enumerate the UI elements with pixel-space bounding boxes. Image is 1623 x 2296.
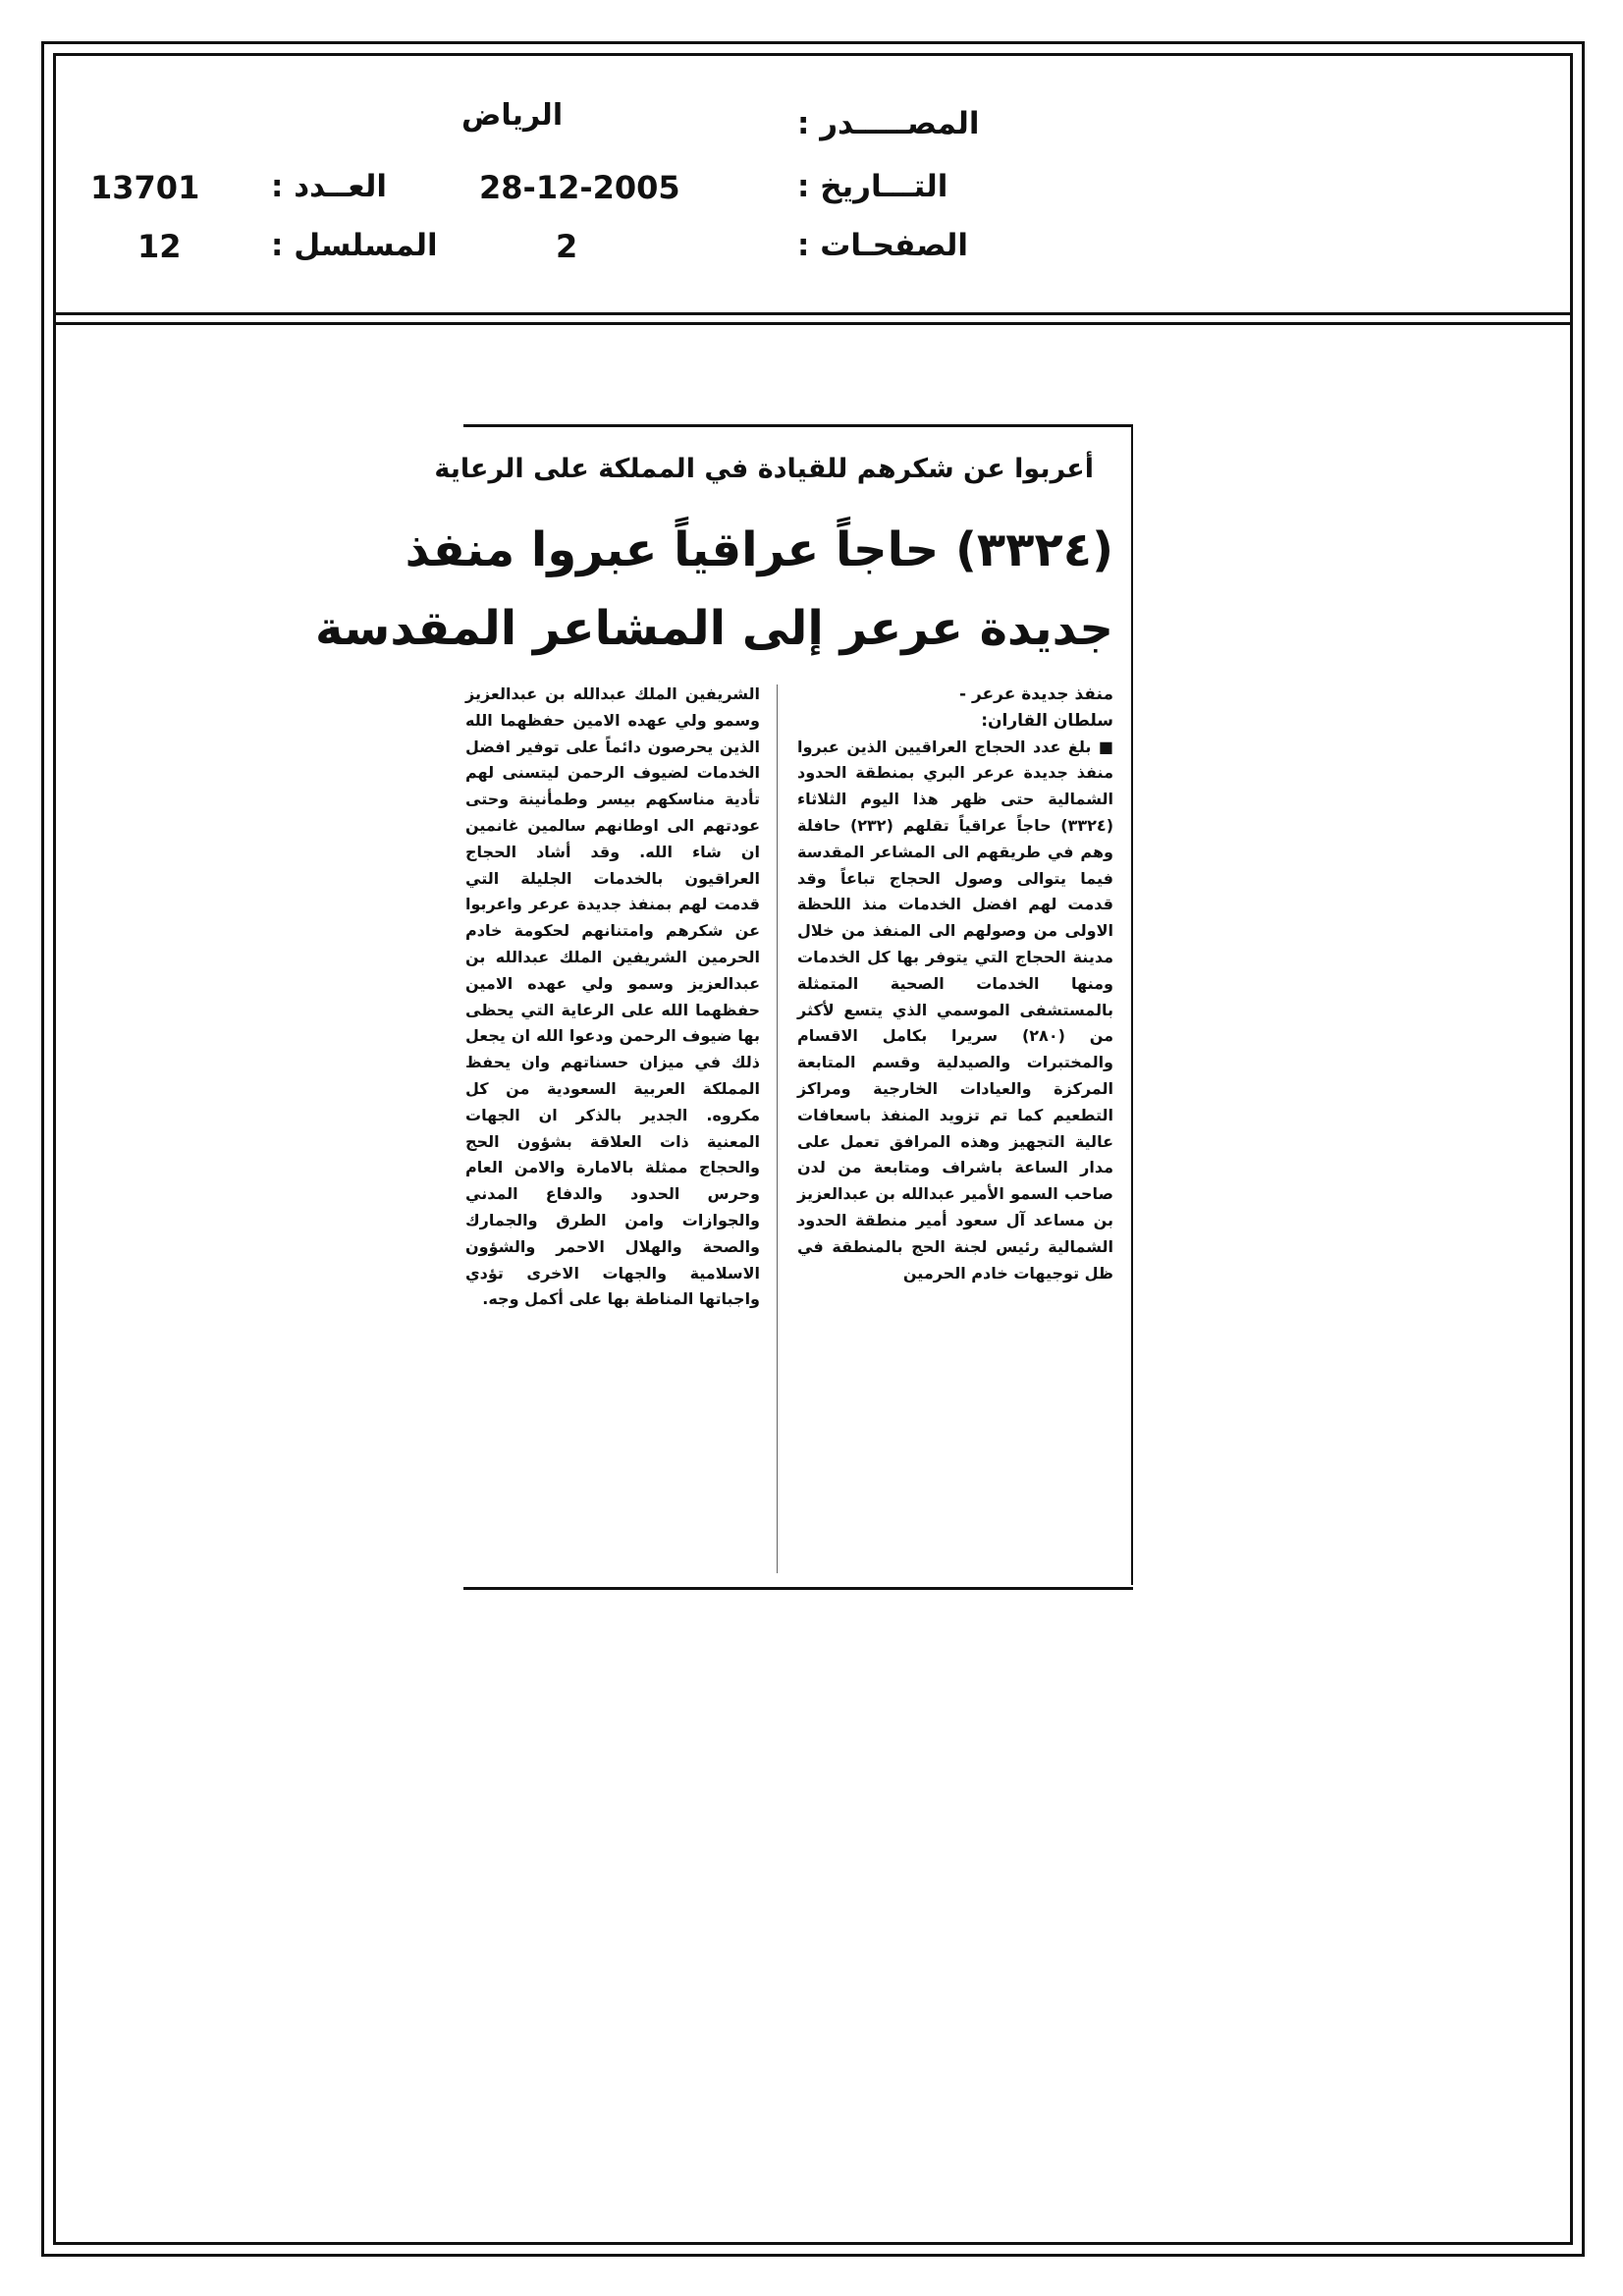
pages-value: 2 [556,228,578,265]
byline-place: منفذ جديدة عرعر - [958,684,1113,704]
article-column-right [797,682,1113,1286]
article-kicker: أعربوا عن شكرهم للقيادة في المملكة على الرعاية [434,454,1094,484]
headline-line-2: جديدة عرعر إلى المشاعر المقدسة [315,601,1113,656]
clipping-bottom-rule [463,1587,1133,1590]
date-label: التـــاريخ : [797,169,948,204]
date-value: 28-12-2005 [479,169,680,206]
issue-value: 13701 [90,169,200,206]
byline-author: سلطان القاران: [981,710,1113,731]
article-column-left [465,682,760,1313]
serial-value: 12 [137,228,182,265]
clipping-right-rule [1131,424,1133,1585]
clipping-top-rule [463,424,1133,427]
header-divider-top [53,312,1573,315]
column-left-text: الشريفين الملك عبدالله بن عبدالعزيز وسمو ولي عهده الامين حفظهما الله الذين يحرصون دائماً على توفير افضل الخدمات لضيوف الرحمن ليتسنى لهم تأدية مناسكهم بيسر وطمأنينة وحتى عودتهم الى اوطانهم سالمين غانمين ان شاء الله. وقد أشاد الحجاج العراقيون بالخدمات الجليلة التي قدمت لهم بمنفذ جديدة عرعر واعربوا عن شكرهم وامتنانهم لحكومة خادم الحرمين الشريفين الملك عبدالله بن عبدالعزيز وسمو ولي عهده الامين حفظهما الله على الرعاية التي يحظى بها ضيوف الرحمن ودعوا الله ان يجعل ذلك في ميزان حسناتهم وان يحفظ المملكة العربية السعودية من كل مكروه. الجدير بالذكر ان الجهات المعنية ذات العلاقة بشؤون الحج والحجاج ممثلة بالامارة والامن العام وحرس الحدود والدفاع المدني والجوازات وامن الطرق والجمارك والصحة والهلال الاحمر والشؤون الاسلامية والجهات الاخرى تؤدي واجباتها المناطة بها على أكمل وجه. [465,684,760,1309]
issue-label: العــدد : [271,169,387,204]
source-label: المصـــــدر : [797,106,980,141]
source-value: الرياض [461,98,564,133]
serial-label: المسلسل : [271,228,438,263]
column-divider [777,684,778,1573]
pages-label: الصفحـات : [797,228,969,263]
headline-line-1: (٣٣٢٤) حاجاً عراقياً عبروا منفذ [405,522,1113,577]
header-divider-bottom [53,322,1573,325]
newspaper-clipping [315,424,1133,1593]
column-right-text: ■ بلغ عدد الحجاج العراقيين الذين عبروا منفذ جديدة عرعر البري بمنطقة الحدود الشمالية حتى ظهر هذا اليوم الثلاثاء (٣٣٢٤) حاجاً عراقياً تقلهم (٢٣٢) حافلة وهم في طريقهم الى المشاعر المقدسة فيما يتوالى وصول الحجاج تباعاً وقد قدمت لهم افضل الخدمات منذ اللحظة الاولى من وصولهم الى المنفذ من خلال مدينة الحجاج التي يتوفر بها كل الخدمات ومنها الخدمات الصحية المتمثلة بالمستشفى الموسمي الذي يتسع لأكثر من (٢٨٠) سريرا بكامل الاقسام والمختبرات والصيدلية وقسم المتابعة المركزة والعيادات الخارجية ومراكز التطعيم كما تم تزويد المنفذ باسعافات عالية التجهيز وهذه المرافق تعمل على مدار الساعة باشراف ومتابعة من لدن صاحب السمو الأمير عبدالله بن عبدالعزيز بن مساعد آل سعود أمير منطقة الحدود الشمالية رئيس لجنة الحج بالمنطقة في ظل توجيهات خادم الحرمين [797,737,1114,1283]
